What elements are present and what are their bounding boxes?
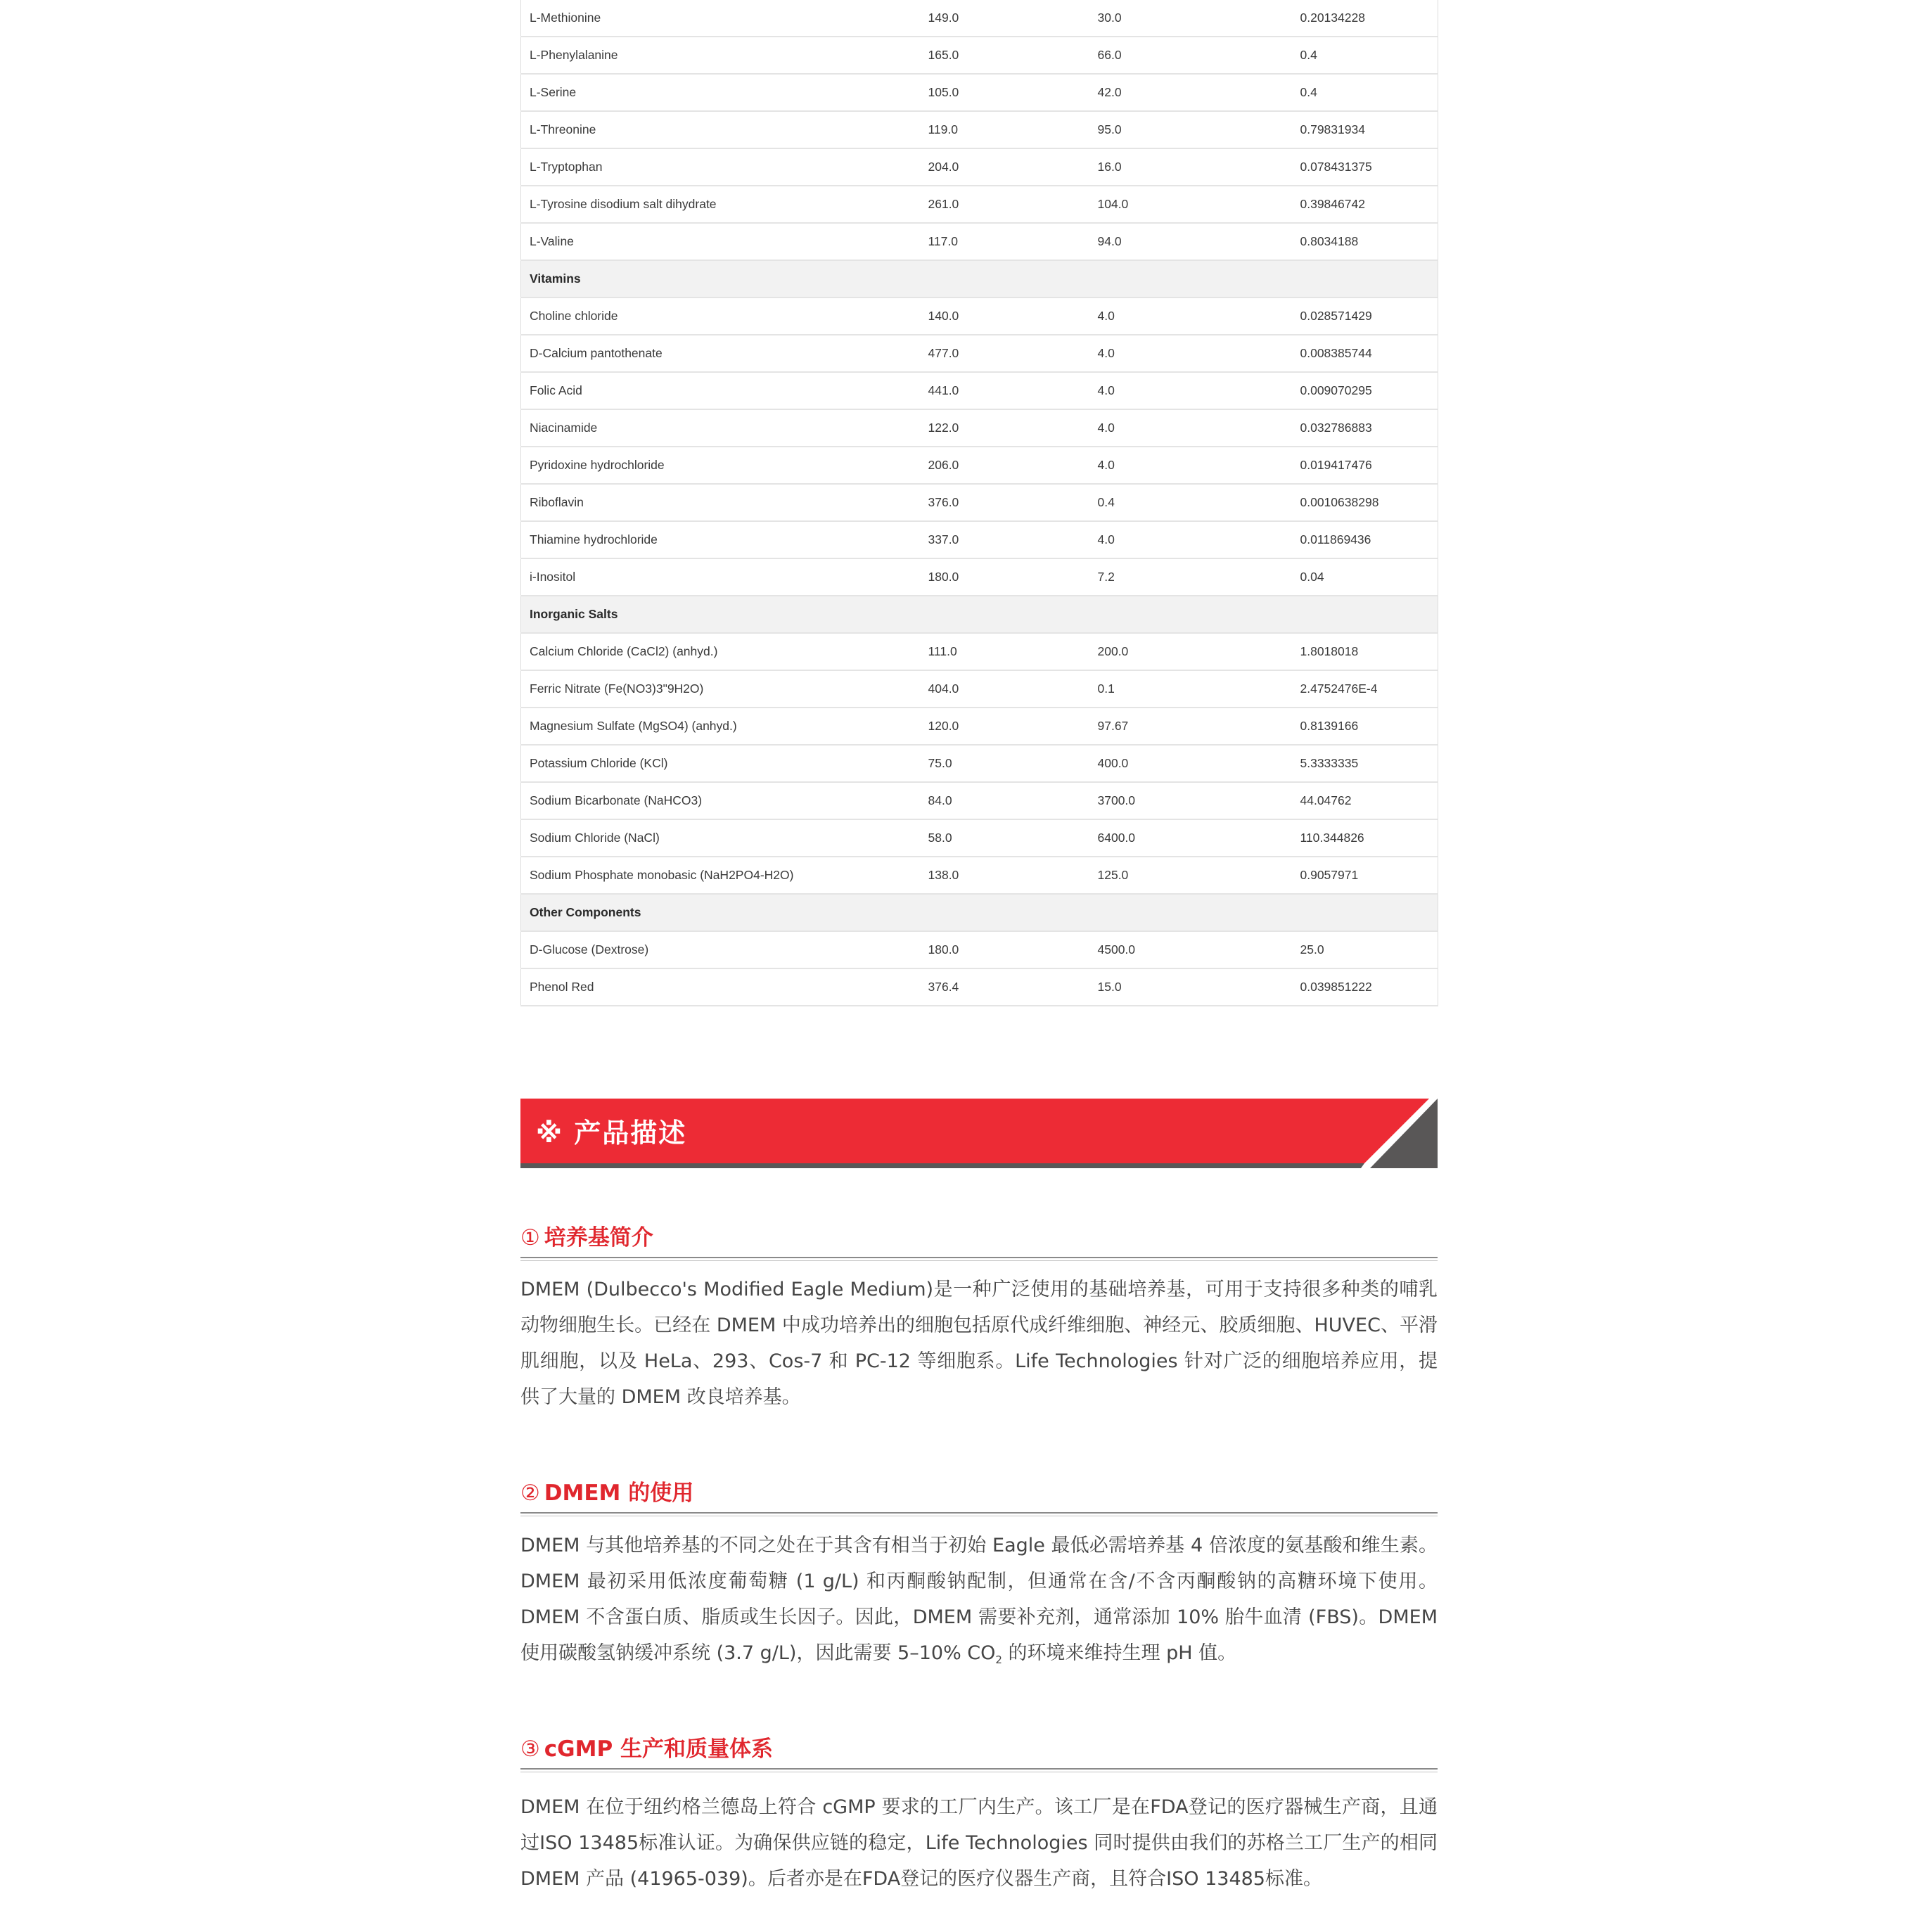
molecular-weight-cell: 441.0: [920, 372, 1089, 409]
component-name-cell: Sodium Bicarbonate (NaHCO3): [521, 782, 920, 819]
concentration-cell: 4.0: [1089, 447, 1292, 484]
component-name-cell: L-Tryptophan: [521, 148, 920, 186]
molarity-cell: 0.009070295: [1292, 372, 1438, 409]
table-row: [521, 447, 1438, 484]
component-name-cell: Niacinamide: [521, 409, 920, 447]
concentration-cell: 7.2: [1089, 558, 1292, 596]
molarity-cell: 0.0010638298: [1292, 484, 1438, 521]
component-name-cell: Thiamine hydrochloride: [521, 521, 920, 558]
section-heading-usage: [520, 1479, 1438, 1516]
molecular-weight-cell: 120.0: [920, 708, 1089, 745]
component-name-cell: Choline chloride: [521, 298, 920, 335]
molecular-weight-cell: 206.0: [920, 447, 1089, 484]
table-row: [521, 223, 1438, 260]
molecular-weight-cell: 140.0: [920, 298, 1089, 335]
molecular-weight-cell: 165.0: [920, 37, 1089, 74]
molarity-cell: 0.79831934: [1292, 111, 1438, 148]
molecular-weight-cell: 75.0: [920, 745, 1089, 782]
banner-title: [536, 1115, 686, 1151]
molecular-weight-cell: 58.0: [920, 819, 1089, 857]
molecular-weight-cell: 119.0: [920, 111, 1089, 148]
section-title: cGMP 生产和质量体系: [544, 1736, 773, 1762]
molarity-cell: 0.032786883: [1292, 409, 1438, 447]
molarity-cell: 5.3333335: [1292, 745, 1438, 782]
component-name-cell: D-Calcium pantothenate: [521, 335, 920, 372]
table-row: [521, 0, 1438, 37]
molarity-cell: 25.0: [1292, 931, 1438, 968]
reference-mark-icon: ※: [536, 1118, 563, 1149]
table-row: [521, 37, 1438, 74]
table-row: [521, 372, 1438, 409]
concentration-cell: 6400.0: [1089, 819, 1292, 857]
molarity-cell: 0.9057971: [1292, 857, 1438, 894]
concentration-cell: 95.0: [1089, 111, 1292, 148]
molecular-weight-cell: 404.0: [920, 670, 1089, 708]
molarity-cell: 0.011869436: [1292, 521, 1438, 558]
banner-title-text: 产品描述: [574, 1118, 687, 1149]
table-row: [521, 857, 1438, 894]
table-row: [521, 782, 1438, 819]
table-section-row: [521, 894, 1438, 931]
concentration-cell: 200.0: [1089, 633, 1292, 670]
molarity-cell: 44.04762: [1292, 782, 1438, 819]
table-row: [521, 745, 1438, 782]
molarity-cell: 0.008385744: [1292, 335, 1438, 372]
molecular-weight-cell: 180.0: [920, 931, 1089, 968]
molecular-weight-cell: 149.0: [920, 0, 1089, 37]
component-name-cell: L-Phenylalanine: [521, 37, 920, 74]
molarity-cell: 0.39846742: [1292, 186, 1438, 223]
concentration-cell: 3700.0: [1089, 782, 1292, 819]
molecular-weight-cell: 111.0: [920, 633, 1089, 670]
molecular-weight-cell: 105.0: [920, 74, 1089, 111]
component-name-cell: i-Inositol: [521, 558, 920, 596]
table-row: [521, 484, 1438, 521]
molarity-cell: 0.039851222: [1292, 968, 1438, 1006]
molarity-cell: 1.8018018: [1292, 633, 1438, 670]
concentration-cell: 97.67: [1089, 708, 1292, 745]
table-row: [521, 670, 1438, 708]
molecular-weight-cell: 376.0: [920, 484, 1089, 521]
component-name-cell: Calcium Chloride (CaCl2) (anhyd.): [521, 633, 920, 670]
concentration-cell: 4.0: [1089, 409, 1292, 447]
component-name-cell: L-Tyrosine disodium salt dihydrate: [521, 186, 920, 223]
heading-rule-thin: [520, 1260, 1438, 1261]
molarity-cell: 0.078431375: [1292, 148, 1438, 186]
component-name-cell: Pyridoxine hydrochloride: [521, 447, 920, 484]
component-name-cell: Sodium Chloride (NaCl): [521, 819, 920, 857]
molarity-cell: 0.019417476: [1292, 447, 1438, 484]
section-title: 培养基简介: [544, 1225, 653, 1250]
component-name-cell: Sodium Phosphate monobasic (NaH2PO4-H2O): [521, 857, 920, 894]
component-name-cell: Ferric Nitrate (Fe(NO3)3"9H2O): [521, 670, 920, 708]
table-row: [521, 931, 1438, 968]
table-row: [521, 968, 1438, 1006]
concentration-cell: 94.0: [1089, 223, 1292, 260]
component-name-cell: D-Glucose (Dextrose): [521, 931, 920, 968]
component-name-cell: L-Serine: [521, 74, 920, 111]
molecular-weight-cell: 477.0: [920, 335, 1089, 372]
section-heading-cgmp: [520, 1735, 1438, 1772]
concentration-cell: 4.0: [1089, 521, 1292, 558]
table-section-row: [521, 260, 1438, 298]
molarity-cell: 0.4: [1292, 74, 1438, 111]
molecular-weight-cell: 261.0: [920, 186, 1089, 223]
product-description-banner: [520, 1099, 1438, 1175]
molecular-weight-cell: 138.0: [920, 857, 1089, 894]
table-row: [521, 186, 1438, 223]
molecular-weight-cell: 117.0: [920, 223, 1089, 260]
heading-rule: [520, 1512, 1438, 1514]
molecular-weight-cell: 84.0: [920, 782, 1089, 819]
concentration-cell: 0.4: [1089, 484, 1292, 521]
composition-table: [520, 0, 1438, 1006]
table-section-row: [521, 596, 1438, 633]
concentration-cell: 4.0: [1089, 372, 1292, 409]
section-heading-intro: [520, 1224, 1438, 1261]
table-row: [521, 558, 1438, 596]
molarity-cell: 0.04: [1292, 558, 1438, 596]
molarity-cell: 0.20134228: [1292, 0, 1438, 37]
concentration-cell: 4.0: [1089, 335, 1292, 372]
heading-rule: [520, 1768, 1438, 1770]
molecular-weight-cell: 337.0: [920, 521, 1089, 558]
concentration-cell: 4.0: [1089, 298, 1292, 335]
table-row: [521, 74, 1438, 111]
concentration-cell: 66.0: [1089, 37, 1292, 74]
concentration-cell: 42.0: [1089, 74, 1292, 111]
banner-gray-stripe: [520, 1163, 1364, 1168]
component-name-cell: Magnesium Sulfate (MgSO4) (anhyd.): [521, 708, 920, 745]
molarity-cell: 0.028571429: [1292, 298, 1438, 335]
section-paragraph-intro: DMEM (Dulbecco's Modified Eagle Medium)是一种广泛使用的基础培养基，可用于支持很多种类的哺乳动物细胞生长。已经在 DMEM 中成功培养出的细胞包括原代成纤维细胞、神经元、胶质细胞、HUVEC、平滑肌细胞，以及 HeLa、293、Cos-7 和 PC-12 等细胞系。Life Technologies 针对广泛的细胞培养应用，提供了大量的 DMEM 改良培养基。: [520, 1279, 1438, 1408]
section-label: Vitamins: [521, 260, 1438, 298]
molecular-weight-cell: 122.0: [920, 409, 1089, 447]
table-row: [521, 708, 1438, 745]
molecular-weight-cell: 204.0: [920, 148, 1089, 186]
component-name-cell: L-Threonine: [521, 111, 920, 148]
concentration-cell: 4500.0: [1089, 931, 1292, 968]
component-name-cell: L-Valine: [521, 223, 920, 260]
molarity-cell: 110.344826: [1292, 819, 1438, 857]
page-content: [520, 0, 1438, 1890]
section-number: ①: [520, 1225, 540, 1250]
table-row: [521, 521, 1438, 558]
molecular-weight-cell: 180.0: [920, 558, 1089, 596]
molecular-weight-cell: 376.4: [920, 968, 1089, 1006]
table-row: [521, 819, 1438, 857]
molarity-cell: 0.8034188: [1292, 223, 1438, 260]
concentration-cell: 30.0: [1089, 0, 1292, 37]
section-number: ③: [520, 1736, 540, 1762]
usage-text-end: 的环境来维持生理 pH 值。: [1002, 1642, 1237, 1664]
composition-table-body: [521, 0, 1438, 1006]
concentration-cell: 400.0: [1089, 745, 1292, 782]
molarity-cell: 2.4752476E-4: [1292, 670, 1438, 708]
table-row: [521, 409, 1438, 447]
heading-rule: [520, 1257, 1438, 1258]
component-name-cell: Phenol Red: [521, 968, 920, 1006]
concentration-cell: 125.0: [1089, 857, 1292, 894]
table-row: [521, 298, 1438, 335]
table-row: [521, 633, 1438, 670]
section-label: Other Components: [521, 894, 1438, 931]
component-name-cell: Riboflavin: [521, 484, 920, 521]
concentration-cell: 0.1: [1089, 670, 1292, 708]
component-name-cell: Potassium Chloride (KCl): [521, 745, 920, 782]
table-row: [521, 111, 1438, 148]
molarity-cell: 0.4: [1292, 37, 1438, 74]
section-paragraph-cgmp: DMEM 在位于纽约格兰德岛上符合 cGMP 要求的工厂内生产。该工厂是在FDA登记的医疗器械生产商，且通过ISO 13485标准认证。为确保供应链的稳定，Life Technologies 同时提供由我们的苏格兰工厂生产的相同 DMEM 产品 (41965-039)。后者亦是在FDA登记的医疗仪器生产商，且符合ISO 13485标准。: [520, 1796, 1438, 1890]
component-name-cell: Folic Acid: [521, 372, 920, 409]
section-label: Inorganic Salts: [521, 596, 1438, 633]
usage-text-main: DMEM 与其他培养基的不同之处在于其含有相当于初始 Eagle 最低必需培养基 4 倍浓度的氨基酸和维生素。DMEM 最初采用低浓度葡萄糖 (1 g/L) 和丙酮酸钠配制，但通常在含/不含丙酮酸钠的高糖环境下使用。DMEM 不含蛋白质、脂质或生长因子。因此，DMEM 需要补充剂，通常添加 10% 胎牛血清 (FBS)。DMEM 使用碳酸氢钠缓冲系统 (3.7 g/L)，因此需要 5–10% CO: [520, 1535, 1438, 1664]
concentration-cell: 104.0: [1089, 186, 1292, 223]
component-name-cell: L-Methionine: [521, 0, 920, 37]
co2-subscript: 2: [995, 1653, 1002, 1666]
molarity-cell: 0.8139166: [1292, 708, 1438, 745]
concentration-cell: 15.0: [1089, 968, 1292, 1006]
table-row: [521, 148, 1438, 186]
section-number: ②: [520, 1480, 540, 1506]
section-title: DMEM 的使用: [544, 1480, 694, 1506]
section-paragraph-usage: [520, 1528, 1438, 1671]
concentration-cell: 16.0: [1089, 148, 1292, 186]
table-row: [521, 335, 1438, 372]
